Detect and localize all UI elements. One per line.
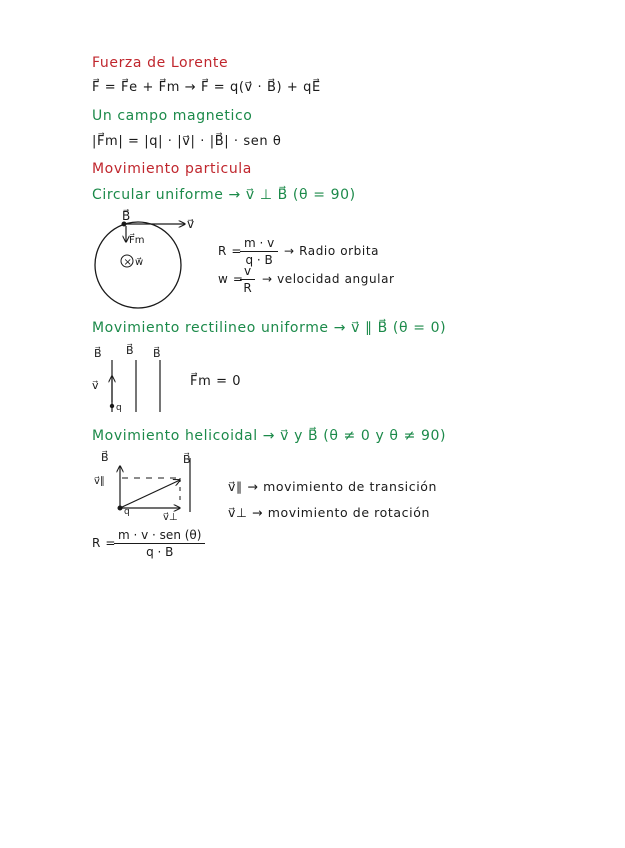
v-label: v⃗ — [92, 379, 99, 392]
helical-radius-denominator: q · B — [146, 545, 174, 559]
vperp-label: v⃗⊥ — [163, 512, 178, 523]
rectilinear-motion-title: Movimiento rectilineo uniforme → v⃗ ∥ B⃗ (θ = 0) — [92, 320, 447, 336]
b-label-1: B⃗ — [94, 347, 102, 360]
fm-zero-equation: F⃗m = 0 — [190, 374, 242, 389]
lorentz-title: Fuerza de Lorente — [92, 55, 229, 71]
magnetic-field-title: Un campo magnetico — [92, 108, 253, 124]
helical-radius-numerator: m · v · sen (θ) — [114, 528, 205, 544]
b-label-3: B⃗ — [153, 347, 161, 360]
angular-velocity-numerator: v — [240, 264, 255, 280]
b-label-2: B⃗ — [183, 453, 191, 466]
helical-motion-title: Movimiento helicoidal → v⃗ y B⃗ (θ ≠ 0 y θ ≠ 90) — [92, 428, 447, 444]
charge-dot — [118, 506, 123, 511]
angular-velocity-description: → velocidad angular — [262, 272, 395, 286]
angular-velocity-denominator: R — [243, 281, 252, 295]
q-label: q — [116, 403, 122, 413]
b-label-1: B⃗ — [101, 451, 109, 464]
b-label: B⃗ — [122, 209, 131, 223]
b-label-2: B⃗ — [126, 344, 134, 357]
fm-label: F⃗m — [129, 235, 145, 246]
w-label: w⃗ — [135, 257, 144, 268]
radius-lhs: R = — [218, 244, 243, 258]
parallel-velocity-description: v⃗∥ → movimiento de transición — [228, 479, 438, 494]
circular-motion-title: Circular uniforme → v⃗ ⊥ B⃗ (θ = 90) — [92, 187, 356, 203]
radius-numerator: m · v — [240, 236, 278, 252]
particle-motion-title: Movimiento particula — [92, 161, 252, 177]
v-label: v⃗ — [187, 217, 195, 231]
vpar-label: v⃗∥ — [94, 476, 105, 487]
cross-symbol: × — [123, 257, 132, 268]
q-label: q — [124, 507, 130, 517]
helical-radius-fraction — [114, 528, 205, 559]
perpendicular-velocity-description: v⃗⊥ → movimiento de rotación — [228, 505, 430, 520]
lorentz-formula: F⃗ = F⃗e + F⃗m → F⃗ = q(v⃗ · B⃗) + qE⃗ — [92, 80, 321, 95]
radius-description: → Radio orbita — [284, 244, 380, 258]
radius-denominator: q · B — [245, 253, 273, 267]
magnetic-force-formula: |F⃗m| = |q| · |v⃗| · |B⃗| · sen θ — [92, 134, 282, 149]
helical-radius-lhs: R = — [92, 536, 117, 550]
angular-velocity-lhs: w = — [218, 272, 244, 286]
velocity-arrow — [120, 480, 180, 508]
